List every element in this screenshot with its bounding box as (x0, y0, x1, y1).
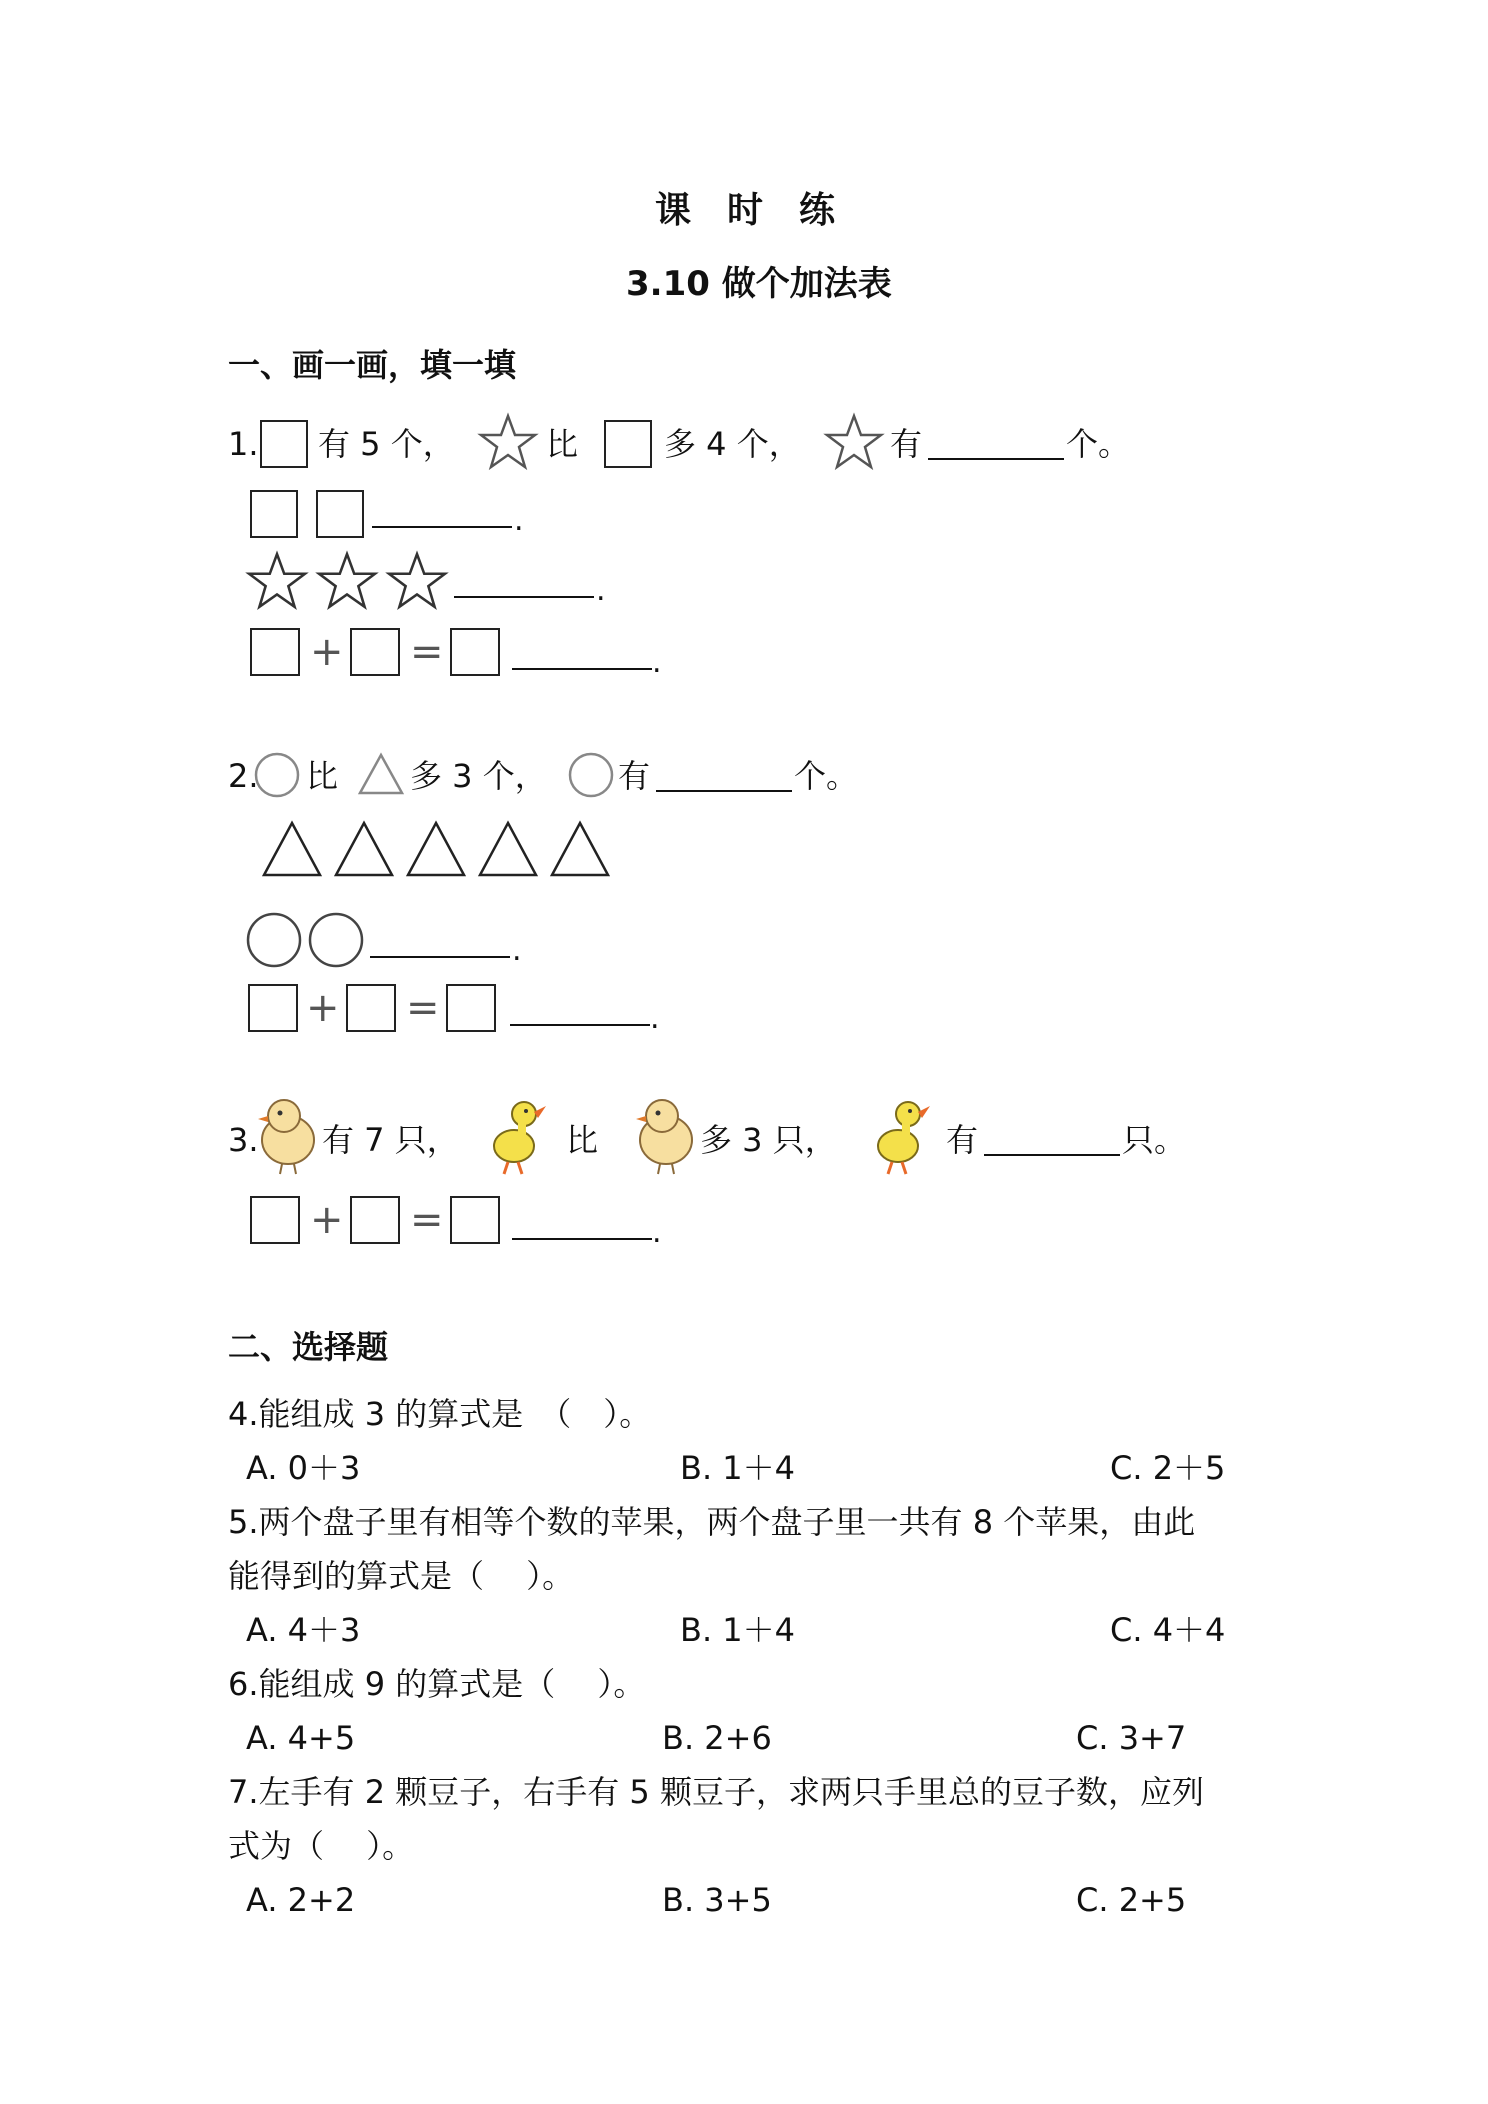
equation-box-2[interactable] (350, 1196, 400, 1244)
q2-text-1: 比 (306, 757, 339, 795)
q1-text-1: 有 5 个， (318, 425, 455, 463)
q7-option-a[interactable]: A. 2+2 (246, 1881, 356, 1919)
q1-number: 1. (228, 425, 259, 463)
q6-text: 6.能组成 9 的算式是（ ）。 (228, 1665, 646, 1703)
q7-text: 7.左手有 2 颗豆子，右手有 5 颗豆子，求两只手里总的豆子数，应列 (228, 1773, 1204, 1811)
plus-sign: + (306, 985, 340, 1031)
q1-answer-blank[interactable] (928, 458, 1064, 460)
circle-icon (568, 752, 614, 798)
equals-sign: = (410, 1197, 444, 1243)
star-icon (824, 414, 884, 470)
q5-text: 5.两个盘子里有相等个数的苹果，两个盘子里一共有 8 个苹果，由此 (228, 1503, 1196, 1541)
equation-box-1[interactable] (248, 984, 298, 1032)
q4-option-a[interactable]: A. 0＋3 (246, 1449, 361, 1487)
q5-option-a[interactable]: A. 4＋3 (246, 1611, 361, 1649)
equation-blank[interactable] (512, 1238, 652, 1240)
worksheet-title: 课 时 练 (655, 190, 836, 231)
star-icon (386, 552, 448, 610)
period: . (596, 573, 606, 608)
circle-icon (254, 752, 300, 798)
star-row-blank[interactable] (454, 596, 594, 598)
plus-sign: + (310, 629, 344, 675)
triangle-icon (262, 820, 322, 878)
period: . (650, 1001, 660, 1036)
period: . (512, 933, 522, 968)
equals-sign: = (406, 985, 440, 1031)
worksheet-subtitle: 3.10 做个加法表 (626, 264, 892, 304)
q3-text-4: 有 (946, 1121, 979, 1159)
equation-box-3[interactable] (450, 628, 500, 676)
q3-text-5: 只。 (1122, 1121, 1187, 1159)
period: . (514, 503, 524, 538)
triangle-icon (334, 820, 394, 878)
q4-text: 4.能组成 3 的算式是 （ ）。 (228, 1395, 652, 1433)
q3-number: 3. (228, 1121, 259, 1159)
q7-text-cont: 式为（ ）。 (228, 1827, 415, 1865)
chick-icon (632, 1096, 696, 1176)
equation-box-3[interactable] (450, 1196, 500, 1244)
equation-blank[interactable] (512, 668, 652, 670)
q1-text-2: 比 (546, 425, 579, 463)
equation-box-1[interactable] (250, 1196, 300, 1244)
square-icon (604, 420, 652, 468)
q3-text-1: 有 7 只， (322, 1121, 459, 1159)
q4-option-c[interactable]: C. 2＋5 (1110, 1449, 1226, 1487)
q2-text-4: 个。 (794, 757, 859, 795)
q3-text-3: 多 3 只， (700, 1121, 837, 1159)
q7-option-c[interactable]: C. 2+5 (1076, 1881, 1187, 1919)
q2-answer-blank[interactable] (656, 790, 792, 792)
period: . (652, 645, 662, 680)
period: . (652, 1215, 662, 1250)
square-icon (316, 490, 364, 538)
section-heading-draw-fill: 一、画一画，填一填 (228, 346, 517, 384)
q7-option-b[interactable]: B. 3+5 (662, 1881, 772, 1919)
q5-option-b[interactable]: B. 1＋4 (680, 1611, 796, 1649)
circle-row-blank[interactable] (370, 956, 510, 958)
equation-blank[interactable] (510, 1024, 650, 1026)
triangle-icon (478, 820, 538, 878)
star-icon (316, 552, 378, 610)
q2-text-3: 有 (618, 757, 651, 795)
q3-text-2: 比 (566, 1121, 599, 1159)
equation-box-2[interactable] (350, 628, 400, 676)
q1-text-5: 个。 (1066, 425, 1131, 463)
q1-text-4: 有 (890, 425, 923, 463)
q3-answer-blank[interactable] (984, 1154, 1120, 1156)
circle-icon (308, 912, 364, 968)
square-icon (260, 420, 308, 468)
q2-number: 2. (228, 757, 259, 795)
q5-text-cont: 能得到的算式是（ ）。 (228, 1557, 575, 1595)
circle-icon (246, 912, 302, 968)
duck-icon (488, 1094, 548, 1178)
q2-text-2: 多 3 个， (410, 757, 547, 795)
section-heading-multiple-choice: 二、选择题 (228, 1328, 389, 1366)
equation-box-2[interactable] (346, 984, 396, 1032)
q6-option-b[interactable]: B. 2+6 (662, 1719, 772, 1757)
q6-option-a[interactable]: A. 4+5 (246, 1719, 356, 1757)
q1-text-3: 多 4 个， (664, 425, 801, 463)
equation-box-1[interactable] (250, 628, 300, 676)
star-icon (246, 552, 308, 610)
equals-sign: = (410, 629, 444, 675)
square-row-blank[interactable] (372, 526, 512, 528)
square-icon (250, 490, 298, 538)
equation-box-3[interactable] (446, 984, 496, 1032)
q5-option-c[interactable]: C. 4＋4 (1110, 1611, 1226, 1649)
star-icon (478, 414, 538, 470)
chick-icon (254, 1096, 318, 1176)
plus-sign: + (310, 1197, 344, 1243)
q4-option-b[interactable]: B. 1＋4 (680, 1449, 796, 1487)
q6-option-c[interactable]: C. 3+7 (1076, 1719, 1187, 1757)
duck-icon (872, 1094, 932, 1178)
triangle-icon (358, 752, 404, 796)
triangle-icon (406, 820, 466, 878)
triangle-icon (550, 820, 610, 878)
